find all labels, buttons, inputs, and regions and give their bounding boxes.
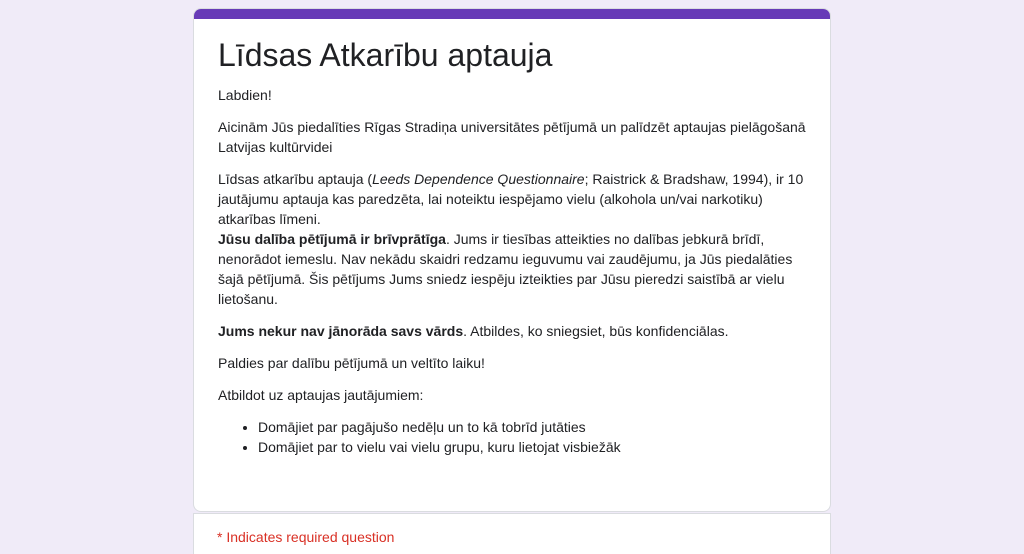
about-paragraph [218, 169, 806, 229]
required-question-note: * Indicates required question [217, 529, 395, 545]
form-title: Līdsas Atkarību aptauja [218, 37, 553, 73]
instruction-item: • Domājiet par to vielu vai vielu grupu, kuru lietojat visbiežāk [258, 437, 806, 457]
thanks-text: Paldies par dalību pētījumā un veltīto laiku! [218, 355, 485, 371]
instruction-item: • Domājiet par pagājušo nedēļu un to kā tobrīd jutāties [258, 417, 806, 437]
instructions-list [218, 417, 806, 457]
greeting-text: Labdien! [218, 87, 272, 103]
voluntary-rest: . Jums ir tiesības atteikties no dalības jebkurā brīdī, nenorādot iemeslu. Nav nekādu skaidri redzamu ieguvumu vai zaudējumu, ja Jūs piedalāties šajā pētījumā. Šis pētījums Jums sniedz iespēju izteikties par Jūsu pieredzi saistībā ar vielu lietošanu. [218, 231, 793, 307]
about-prefix: Līdsas atkarību aptauja ( [218, 171, 373, 187]
form-header-body [218, 35, 806, 457]
invite-text: Aicinām Jūs piedalīties Rīgas Stradiņa universitātes pētījumā un palīdzēt aptaujas pielāgošanā Latvijas kultūrvidei [218, 119, 806, 155]
form-description [218, 85, 806, 457]
questionnaire-name: Leeds Dependence Questionnaire [372, 171, 585, 187]
voluntary-paragraph [218, 229, 806, 309]
instructions-lead: Atbildot uz aptaujas jautājumiem: [218, 387, 424, 403]
anonymity-rest: . Atbildes, ko sniegsiet, būs konfidenciālas. [463, 323, 729, 339]
accent-bar [194, 9, 830, 19]
section-divider [193, 513, 831, 514]
anonymity-bold: Jums nekur nav jānorāda savs vārds [218, 323, 464, 339]
form-header-card [193, 8, 831, 512]
voluntary-bold: Jūsu dalība pētījumā ir brīvprātīga [218, 231, 446, 247]
anonymity-paragraph [218, 321, 806, 341]
about-suffix: ; Raistrick & Bradshaw, 1994), ir 10 jautājumu aptauja kas paredzēta, lai noteiktu iespējamo vielu (alkohola un/vai narkotiku) atkarības līmeni. [218, 171, 804, 227]
